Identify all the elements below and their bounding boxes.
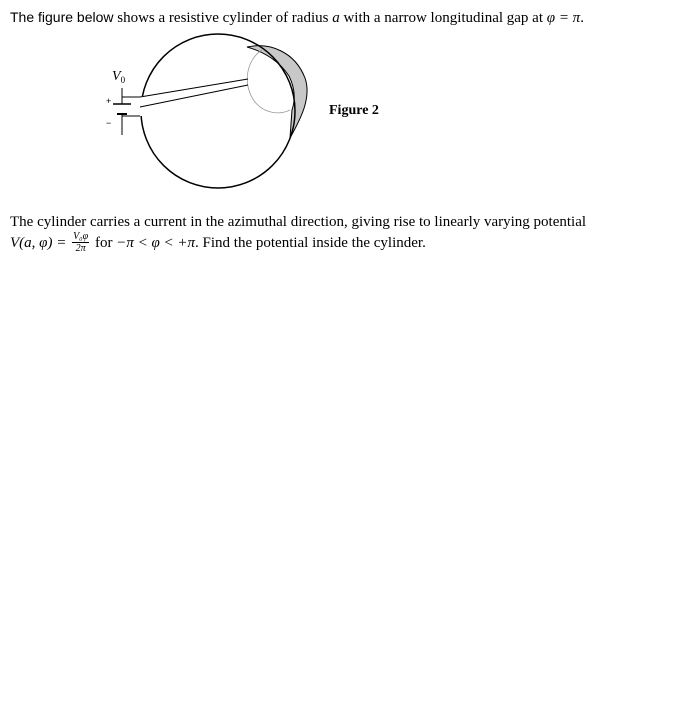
voltage-letter: V [112, 69, 121, 84]
problem-line-2 [10, 232, 690, 262]
figure-caption: Figure 2 [329, 103, 379, 118]
figure-2 [0, 0, 700, 200]
problem-line-1: The cylinder carries a current in the azimuthal direction, giving rise to linearly varying potential [10, 214, 587, 230]
voltage-subscript: 0 [120, 75, 126, 85]
circle-break [137, 96, 143, 116]
gap-equation: φ = π [546, 10, 581, 26]
angle-range: −π < φ < +π [116, 234, 196, 251]
for-text: for [91, 234, 117, 251]
radius-symbol: a [332, 10, 340, 26]
intro-end: . [580, 10, 584, 26]
minus-sign: − [106, 118, 112, 128]
intro-middle: with a narrow longitudinal gap at [339, 10, 547, 26]
fraction-denominator: 2π [75, 243, 86, 254]
problem-tail: . Find the potential inside the cylinder. [195, 234, 426, 251]
potential-lhs: V(a, φ) = [10, 234, 71, 251]
intro-prefix: The figure below [10, 9, 114, 25]
intro-rest: shows a resistive cylinder of radius [113, 10, 333, 26]
gap-shading [247, 46, 307, 138]
cylinder-diagram [0, 0, 700, 200]
potential-fraction [72, 231, 89, 254]
voltage-label [112, 69, 126, 85]
fraction-numerator: V₀φ [73, 231, 89, 242]
plus-sign: + [106, 96, 112, 106]
problem-statement [10, 212, 690, 262]
